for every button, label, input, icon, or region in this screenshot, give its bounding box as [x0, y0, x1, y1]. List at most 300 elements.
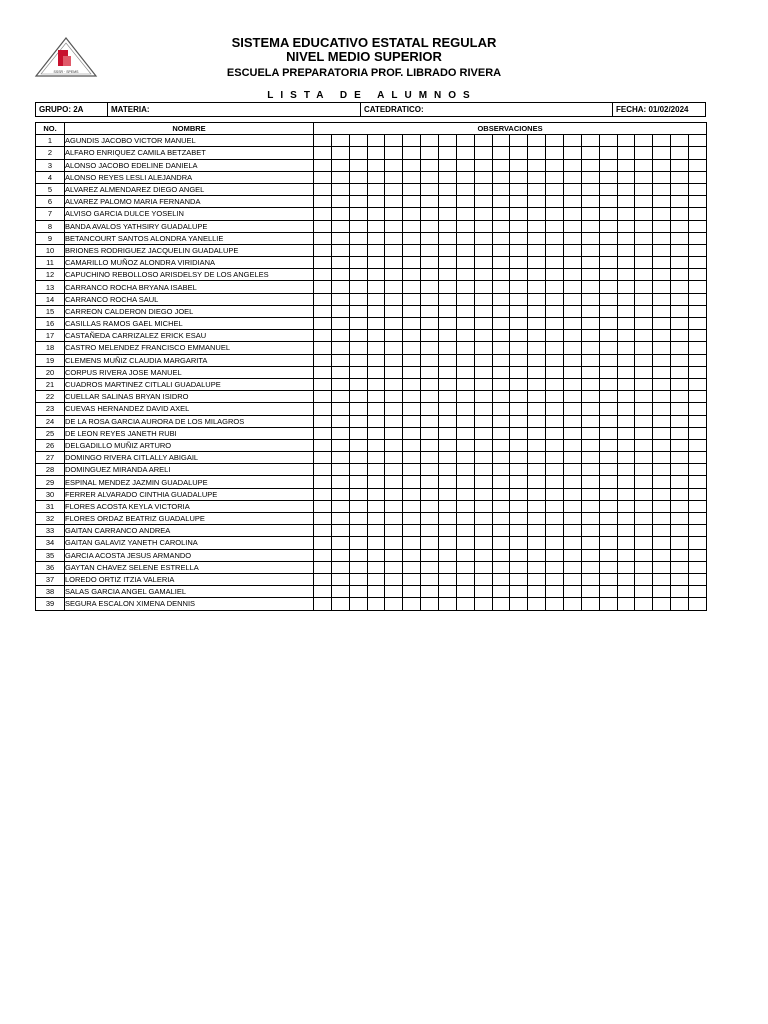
observation-cell	[474, 488, 492, 500]
observation-cell	[617, 232, 635, 244]
observation-cell	[403, 598, 421, 610]
observation-cell	[367, 488, 385, 500]
observation-cell	[635, 208, 653, 220]
observation-cell	[617, 415, 635, 427]
student-name: GARCIA ACOSTA JESUS ARMANDO	[65, 549, 314, 561]
row-number: 34	[36, 537, 65, 549]
observation-cell	[510, 208, 528, 220]
observation-cell	[439, 305, 457, 317]
observation-cell	[635, 439, 653, 451]
observation-cell	[403, 183, 421, 195]
observation-cell	[492, 561, 510, 573]
observation-cell	[492, 196, 510, 208]
observation-cell	[617, 366, 635, 378]
observation-cell	[546, 427, 564, 439]
student-name: CASTRO MELENDEZ FRANCISCO EMMANUEL	[65, 342, 314, 354]
observation-cell	[581, 488, 599, 500]
observation-cell	[671, 415, 689, 427]
observation-cell	[653, 220, 671, 232]
observation-cell	[474, 354, 492, 366]
observation-cell	[492, 293, 510, 305]
observation-cell	[331, 598, 349, 610]
student-name: DE LA ROSA GARCIA AURORA DE LOS MILAGROS	[65, 415, 314, 427]
observation-cell	[474, 232, 492, 244]
observation-cell	[689, 318, 707, 330]
observation-cell	[421, 452, 439, 464]
observation-cell	[456, 452, 474, 464]
observation-cell	[653, 488, 671, 500]
observation-cell	[403, 354, 421, 366]
observation-cell	[439, 159, 457, 171]
observation-cell	[671, 598, 689, 610]
observation-cell	[617, 354, 635, 366]
observation-cell	[671, 171, 689, 183]
observation-cell	[456, 549, 474, 561]
observation-cell	[492, 476, 510, 488]
observation-cell	[456, 439, 474, 451]
row-number: 1	[36, 135, 65, 147]
observation-cell	[653, 354, 671, 366]
observation-cell	[385, 513, 403, 525]
observation-cell	[689, 464, 707, 476]
observation-cell	[689, 488, 707, 500]
observation-cell	[367, 208, 385, 220]
observation-cell	[456, 586, 474, 598]
observation-cell	[510, 330, 528, 342]
observation-cell	[617, 537, 635, 549]
observation-cell	[367, 318, 385, 330]
observation-cell	[581, 147, 599, 159]
col-observations-header: OBSERVACIONES	[314, 123, 707, 135]
observation-cell	[349, 391, 367, 403]
observation-cell	[349, 525, 367, 537]
observation-cell	[314, 513, 332, 525]
observation-cell	[456, 378, 474, 390]
student-table	[35, 122, 707, 611]
row-number: 3	[36, 159, 65, 171]
observation-cell	[689, 354, 707, 366]
observation-cell	[349, 427, 367, 439]
table-row	[36, 244, 707, 256]
observation-cell	[510, 439, 528, 451]
observation-cell	[421, 598, 439, 610]
observation-cell	[403, 537, 421, 549]
observation-cell	[653, 159, 671, 171]
observation-cell	[653, 378, 671, 390]
observation-cell	[635, 269, 653, 281]
observation-cell	[314, 464, 332, 476]
observation-cell	[671, 391, 689, 403]
observation-cell	[331, 330, 349, 342]
observation-cell	[403, 427, 421, 439]
observation-cell	[492, 159, 510, 171]
student-name: DOMINGO RIVERA CITLALLY ABIGAIL	[65, 452, 314, 464]
observation-cell	[421, 439, 439, 451]
observation-cell	[439, 354, 457, 366]
observation-cell	[510, 378, 528, 390]
observation-cell	[474, 561, 492, 573]
observation-cell	[403, 147, 421, 159]
student-name: GAITAN CARRANCO ANDREA	[65, 525, 314, 537]
observation-cell	[456, 598, 474, 610]
observation-cell	[635, 415, 653, 427]
observation-cell	[421, 391, 439, 403]
observation-cell	[581, 476, 599, 488]
observation-cell	[474, 183, 492, 195]
table-row	[36, 330, 707, 342]
observation-cell	[385, 464, 403, 476]
observation-cell	[439, 561, 457, 573]
observation-cell	[439, 183, 457, 195]
table-row	[36, 196, 707, 208]
observation-cell	[671, 244, 689, 256]
student-name: ESPINAL MENDEZ JAZMIN GUADALUPE	[65, 476, 314, 488]
observation-cell	[617, 330, 635, 342]
observation-cell	[528, 476, 546, 488]
observation-cell	[474, 427, 492, 439]
observation-cell	[314, 415, 332, 427]
observation-cell	[635, 318, 653, 330]
observation-cell	[581, 549, 599, 561]
observation-cell	[599, 452, 617, 464]
observation-cell	[314, 488, 332, 500]
observation-cell	[492, 464, 510, 476]
observation-cell	[492, 269, 510, 281]
observation-cell	[653, 439, 671, 451]
observation-cell	[671, 403, 689, 415]
observation-cell	[653, 513, 671, 525]
observation-cell	[546, 244, 564, 256]
observation-cell	[564, 464, 582, 476]
observation-cell	[617, 305, 635, 317]
observation-cell	[564, 147, 582, 159]
student-name: CAMARILLO MUÑOZ ALONDRA VIRIDIANA	[65, 257, 314, 269]
observation-cell	[617, 281, 635, 293]
observation-cell	[403, 525, 421, 537]
observation-cell	[314, 476, 332, 488]
row-number: 39	[36, 598, 65, 610]
observation-cell	[403, 573, 421, 585]
observation-cell	[510, 525, 528, 537]
observation-cell	[689, 513, 707, 525]
observation-cell	[689, 232, 707, 244]
observation-cell	[528, 269, 546, 281]
observation-cell	[385, 427, 403, 439]
observation-cell	[367, 452, 385, 464]
observation-cell	[671, 488, 689, 500]
observation-cell	[456, 147, 474, 159]
observation-cell	[564, 427, 582, 439]
observation-cell	[474, 415, 492, 427]
student-name: CARRANCO ROCHA BRYANA ISABEL	[65, 281, 314, 293]
observation-cell	[331, 220, 349, 232]
row-number: 4	[36, 171, 65, 183]
observation-cell	[671, 220, 689, 232]
table-row	[36, 488, 707, 500]
observation-cell	[385, 232, 403, 244]
observation-cell	[385, 549, 403, 561]
observation-cell	[635, 378, 653, 390]
row-number: 37	[36, 573, 65, 585]
observation-cell	[635, 464, 653, 476]
observation-cell	[653, 464, 671, 476]
observation-cell	[314, 378, 332, 390]
observation-cell	[528, 293, 546, 305]
observation-cell	[671, 342, 689, 354]
observation-cell	[421, 378, 439, 390]
observation-cell	[510, 573, 528, 585]
table-row	[36, 232, 707, 244]
observation-cell	[367, 354, 385, 366]
observation-cell	[492, 513, 510, 525]
observation-cell	[349, 415, 367, 427]
observation-cell	[564, 244, 582, 256]
observation-cell	[314, 208, 332, 220]
observation-cell	[492, 232, 510, 244]
observation-cell	[635, 244, 653, 256]
table-row	[36, 342, 707, 354]
observation-cell	[599, 159, 617, 171]
observation-cell	[456, 513, 474, 525]
observation-cell	[617, 318, 635, 330]
observation-cell	[314, 281, 332, 293]
observation-cell	[653, 586, 671, 598]
observation-cell	[635, 196, 653, 208]
observation-cell	[510, 220, 528, 232]
observation-cell	[599, 537, 617, 549]
observation-cell	[617, 269, 635, 281]
observation-cell	[385, 537, 403, 549]
observation-cell	[439, 391, 457, 403]
table-row	[36, 391, 707, 403]
observation-cell	[546, 464, 564, 476]
student-name: BANDA AVALOS YATHSIRY GUADALUPE	[65, 220, 314, 232]
observation-cell	[546, 366, 564, 378]
observation-cell	[528, 488, 546, 500]
observation-cell	[367, 257, 385, 269]
observation-cell	[349, 342, 367, 354]
observation-cell	[617, 488, 635, 500]
observation-cell	[599, 318, 617, 330]
observation-cell	[689, 208, 707, 220]
observation-cell	[528, 378, 546, 390]
observation-cell	[617, 476, 635, 488]
table-row	[36, 135, 707, 147]
observation-cell	[314, 549, 332, 561]
observation-cell	[385, 171, 403, 183]
observation-cell	[510, 354, 528, 366]
observation-cell	[474, 208, 492, 220]
observation-cell	[564, 232, 582, 244]
observation-cell	[385, 196, 403, 208]
observation-cell	[456, 537, 474, 549]
observation-cell	[564, 598, 582, 610]
observation-cell	[456, 573, 474, 585]
observation-cell	[314, 171, 332, 183]
observation-cell	[456, 415, 474, 427]
observation-cell	[671, 293, 689, 305]
table-row	[36, 208, 707, 220]
observation-cell	[474, 269, 492, 281]
observation-cell	[599, 403, 617, 415]
student-name: DOMINGUEZ MIRANDA ARELI	[65, 464, 314, 476]
observation-cell	[349, 573, 367, 585]
observation-cell	[349, 366, 367, 378]
observation-cell	[492, 366, 510, 378]
observation-cell	[421, 171, 439, 183]
observation-cell	[581, 378, 599, 390]
observation-cell	[349, 135, 367, 147]
observation-cell	[528, 135, 546, 147]
observation-cell	[385, 159, 403, 171]
observation-cell	[653, 147, 671, 159]
observation-cell	[510, 159, 528, 171]
observation-cell	[439, 220, 457, 232]
observation-cell	[492, 537, 510, 549]
observation-cell	[314, 293, 332, 305]
observation-cell	[349, 244, 367, 256]
table-row	[36, 549, 707, 561]
observation-cell	[671, 452, 689, 464]
observation-cell	[314, 147, 332, 159]
observation-cell	[599, 378, 617, 390]
observation-cell	[421, 269, 439, 281]
observation-cell	[403, 159, 421, 171]
observation-cell	[546, 220, 564, 232]
observation-cell	[528, 537, 546, 549]
observation-cell	[403, 293, 421, 305]
observation-cell	[635, 281, 653, 293]
observation-cell	[564, 171, 582, 183]
observation-cell	[653, 342, 671, 354]
observation-cell	[689, 415, 707, 427]
observation-cell	[528, 439, 546, 451]
observation-cell	[403, 366, 421, 378]
observation-cell	[599, 513, 617, 525]
observation-cell	[349, 476, 367, 488]
observation-cell	[617, 293, 635, 305]
observation-cell	[403, 586, 421, 598]
observation-cell	[331, 318, 349, 330]
observation-cell	[689, 220, 707, 232]
observation-cell	[421, 415, 439, 427]
row-number: 17	[36, 330, 65, 342]
table-row	[36, 537, 707, 549]
observation-cell	[617, 244, 635, 256]
observation-cell	[349, 598, 367, 610]
observation-cell	[617, 196, 635, 208]
observation-cell	[689, 561, 707, 573]
observation-cell	[385, 305, 403, 317]
observation-cell	[403, 378, 421, 390]
observation-cell	[635, 366, 653, 378]
observation-cell	[653, 318, 671, 330]
observation-cell	[474, 171, 492, 183]
observation-cell	[528, 196, 546, 208]
observation-cell	[385, 573, 403, 585]
observation-cell	[689, 159, 707, 171]
observation-cell	[367, 330, 385, 342]
observation-cell	[653, 415, 671, 427]
observation-cell	[421, 305, 439, 317]
observation-cell	[510, 476, 528, 488]
observation-cell	[367, 415, 385, 427]
observation-cell	[403, 342, 421, 354]
observation-cell	[421, 573, 439, 585]
observation-cell	[617, 427, 635, 439]
observation-cell	[403, 232, 421, 244]
observation-cell	[653, 232, 671, 244]
observation-cell	[510, 244, 528, 256]
observation-cell	[581, 513, 599, 525]
observation-cell	[671, 318, 689, 330]
observation-cell	[671, 135, 689, 147]
observation-cell	[599, 561, 617, 573]
observation-cell	[349, 464, 367, 476]
observation-cell	[653, 561, 671, 573]
observation-cell	[510, 281, 528, 293]
observation-cell	[546, 354, 564, 366]
observation-cell	[599, 500, 617, 512]
observation-cell	[671, 232, 689, 244]
observation-cell	[492, 305, 510, 317]
observation-cell	[349, 196, 367, 208]
table-row	[36, 305, 707, 317]
observation-cell	[367, 427, 385, 439]
observation-cell	[439, 269, 457, 281]
observation-cell	[421, 586, 439, 598]
observation-cell	[349, 232, 367, 244]
observation-cell	[599, 427, 617, 439]
table-row	[36, 220, 707, 232]
observation-cell	[474, 476, 492, 488]
observation-cell	[385, 561, 403, 573]
table-row	[36, 171, 707, 183]
student-name: SEGURA ESCALON XIMENA DENNIS	[65, 598, 314, 610]
row-number: 27	[36, 452, 65, 464]
observation-cell	[689, 171, 707, 183]
observation-cell	[671, 257, 689, 269]
catedratico-field: CATEDRATICO:	[361, 103, 613, 116]
info-bar	[35, 102, 706, 117]
observation-cell	[546, 269, 564, 281]
observation-cell	[456, 403, 474, 415]
observation-cell	[474, 293, 492, 305]
observation-cell	[564, 135, 582, 147]
row-number: 16	[36, 318, 65, 330]
observation-cell	[671, 561, 689, 573]
observation-cell	[635, 525, 653, 537]
observation-cell	[599, 586, 617, 598]
row-number: 2	[36, 147, 65, 159]
observation-cell	[528, 257, 546, 269]
observation-cell	[314, 269, 332, 281]
observation-cell	[456, 305, 474, 317]
observation-cell	[689, 147, 707, 159]
observation-cell	[474, 573, 492, 585]
observation-cell	[689, 525, 707, 537]
observation-cell	[314, 366, 332, 378]
table-row	[36, 159, 707, 171]
observation-cell	[617, 220, 635, 232]
observation-cell	[331, 196, 349, 208]
row-number: 13	[36, 281, 65, 293]
observation-cell	[474, 403, 492, 415]
observation-cell	[653, 244, 671, 256]
observation-cell	[439, 427, 457, 439]
observation-cell	[314, 354, 332, 366]
observation-cell	[599, 354, 617, 366]
